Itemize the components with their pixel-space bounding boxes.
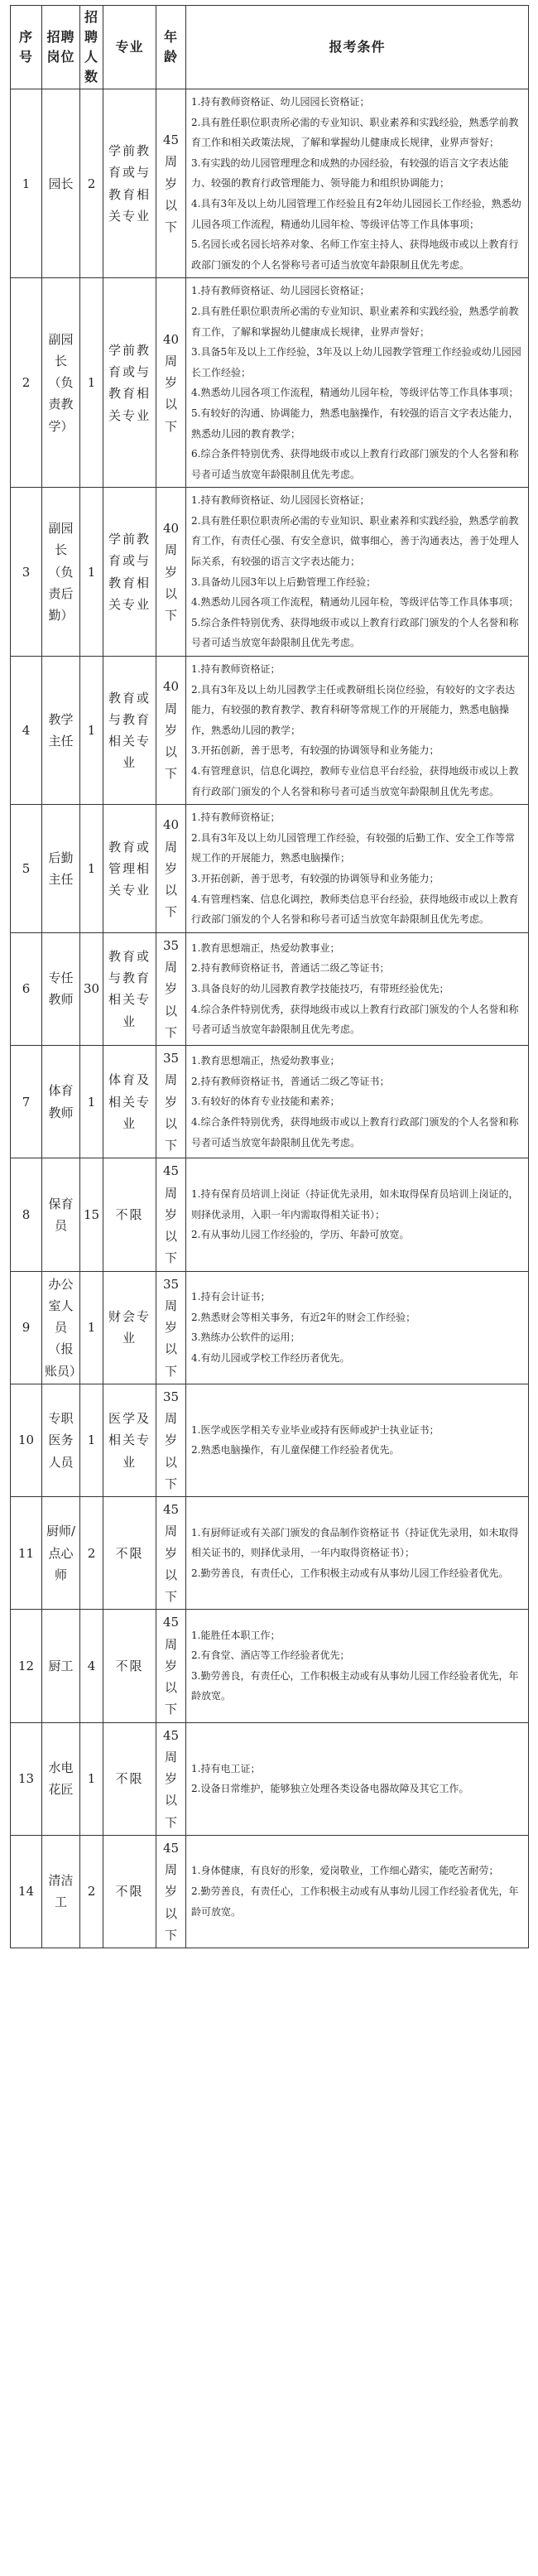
- requirement-line: 1.持有教师资格证、幼儿园园长资格证；: [191, 285, 370, 297]
- requirement-line: 4.熟悉幼儿园各项工作流程，精通幼儿园年检，等级评估等工作具体事项；: [191, 596, 519, 609]
- requirement-line: 4.综合条件特别优秀，获得地级市或以上教育行政部门颁发的个人名誉和称号者可适当放宽年龄限制且优先考虑。: [191, 1003, 519, 1036]
- age-cell: [156, 1158, 186, 1271]
- count-cell: [80, 932, 103, 1045]
- position-cell: [42, 1610, 80, 1722]
- count-cell-text: 2: [87, 176, 96, 191]
- table-row: [11, 1497, 529, 1610]
- row-number: [11, 1384, 42, 1496]
- position-cell: [42, 488, 80, 657]
- position-cell-text: 专任教师: [48, 970, 74, 1008]
- age-cell: [156, 932, 186, 1045]
- requirement-line: 3.勤劳善良，有责任心，工作积极主动或有从事幼儿园工作经验者优先，年龄放宽。: [191, 1669, 519, 1702]
- requirement-line: 1.身体健康，有良好的形象，爱岗敬业，工作细心踏实，能吃苦耐劳；: [191, 1865, 499, 1877]
- count-cell: [80, 1158, 103, 1271]
- header-count: 招聘人数: [80, 6, 103, 89]
- age-cell-text: 45周岁以下: [162, 1163, 180, 1266]
- requirements-cell: [186, 89, 529, 278]
- age-cell: [156, 1384, 186, 1496]
- requirement-line: 2.熟悉财会等相关事务，有近2年的财会工作经验；: [191, 1311, 416, 1323]
- requirement-line: 5.名园长或名园长培养对象、名师工作室主持人、获得地级市或以上教育行政部门颁发的个人名誉称号者可适当放宽年龄限制且优先考虑。: [191, 238, 519, 271]
- requirement-line: 1.持有教师资格证；: [191, 663, 281, 676]
- age-cell-text: 45周岁以下: [162, 132, 180, 235]
- position-cell: [42, 932, 80, 1045]
- position-cell-text: 专职医务人员: [48, 1411, 74, 1470]
- row-number: [11, 1835, 42, 1948]
- row-number: [11, 1271, 42, 1384]
- requirements-cell: [186, 805, 529, 933]
- requirement-line: 2.持有教师资格证书，普通话二级乙等证书；: [191, 962, 390, 975]
- requirement-line: 4.综合条件特别优秀，获得地级市或以上教育行政部门颁发的个人名誉和称号者可适当放宽年龄限制且优先考虑。: [191, 1115, 519, 1148]
- row-number: [11, 89, 42, 278]
- row-number-text: 8: [22, 1206, 31, 1222]
- requirement-line: 1.教育思想端正，热爱幼教事业；: [191, 1055, 340, 1067]
- table-row: [11, 1835, 529, 1948]
- major-cell-text: 医学及相关专业: [108, 1411, 151, 1470]
- major-cell: [103, 1610, 156, 1722]
- major-cell-text: 体育及相关专业: [108, 1072, 151, 1131]
- major-cell: [103, 1835, 156, 1948]
- requirement-line: 1.持有会计证书；: [191, 1290, 271, 1302]
- row-number-text: 2: [22, 375, 31, 391]
- row-number-text: 11: [17, 1545, 35, 1561]
- position-cell: [42, 1271, 83, 1384]
- age-cell-text: 40周岁以下: [162, 521, 180, 624]
- row-number-text: 4: [22, 722, 31, 738]
- row-number: [11, 1046, 42, 1158]
- major-cell: [103, 1046, 156, 1158]
- requirement-line: 3.熟练办公软件的运用；: [191, 1331, 300, 1344]
- count-cell: [80, 278, 103, 488]
- table-row: [11, 1158, 529, 1271]
- requirements-cell: [186, 488, 529, 657]
- row-number-text: 6: [22, 981, 31, 997]
- age-cell-text: 40周岁以下: [162, 331, 180, 434]
- position-cell: [42, 657, 80, 805]
- age-cell-text: 35周岁以下: [162, 1276, 180, 1379]
- row-number-text: 13: [17, 1771, 35, 1786]
- position-cell: [42, 1722, 80, 1835]
- count-cell: [80, 1835, 103, 1948]
- count-cell: [80, 657, 103, 805]
- requirement-line: 1.持有教师资格证、幼儿园园长资格证；: [191, 96, 370, 108]
- count-cell-text: 1: [87, 1320, 96, 1335]
- header-no: 序号: [11, 6, 42, 89]
- age-cell-text: 45周岁以下: [162, 1502, 180, 1604]
- header-position: 招聘岗位: [42, 6, 80, 89]
- age-cell: [156, 1610, 186, 1722]
- row-number: [11, 1497, 42, 1610]
- requirement-line: 2.具有胜任职位职责所必需的专业知识、职业素养和实践经验，熟悉学前教育工作，有责任心强、有安全意识，做事细心，善于沟通表达，善于处理人际关系，有较强的语言文字表达能力；: [191, 514, 520, 568]
- requirements-cell: [186, 1158, 529, 1271]
- count-cell-text: 1: [87, 1432, 96, 1448]
- count-cell: [80, 1046, 103, 1158]
- row-number-text: 14: [17, 1884, 35, 1899]
- requirement-line: 1.持有教师资格证、幼儿园园长资格证；: [191, 494, 370, 507]
- major-cell: [103, 1722, 156, 1835]
- age-cell-text: 45周岁以下: [162, 1615, 180, 1717]
- table-body: [11, 89, 529, 1948]
- requirement-line: 1.教育思想端正，热爱幼教事业；: [191, 941, 340, 954]
- requirement-line: 1.能胜任本职工作；: [191, 1629, 281, 1641]
- position-cell: [42, 89, 80, 278]
- requirement-line: 1.医学或医学相关专业毕业或持有医师或护士执业证书；: [191, 1423, 440, 1436]
- row-number: [11, 932, 42, 1045]
- age-cell: [156, 278, 186, 488]
- requirement-line: 2.具有胜任职位职责所必需的专业知识、职业素养和实践经验，熟悉学前教育工作，了解和掌握幼儿健康成长规律，业界声誉好；: [191, 305, 519, 338]
- position-cell: [42, 1158, 80, 1271]
- table-row: [11, 805, 529, 933]
- requirement-line: 5.综合条件特别优秀、获得地级市或以上教育行政部门颁发的个人名誉和称号者可适当放宽年龄限制且优先考虑。: [191, 616, 519, 649]
- requirement-line: 4.熟悉幼儿园各项工作流程，精通幼儿园年检，等级评估等工作具体事项；: [191, 387, 519, 399]
- count-cell: [80, 805, 103, 933]
- age-cell-text: 35周岁以下: [162, 1051, 180, 1153]
- position-cell-text: 厨师/点心师: [46, 1524, 76, 1582]
- age-cell-text: 45周岁以下: [162, 1727, 180, 1830]
- position-cell-text: 水电花匠: [48, 1760, 74, 1798]
- requirement-line: 2.具有3年及以上幼儿园教学主任或教研组长岗位经验，有较好的文字表达能力，有较强的教育教学、教育科研等常规工作的开展能力，熟悉电脑操作，熟悉幼儿园的教学；: [191, 683, 516, 736]
- row-number: [11, 805, 42, 933]
- requirement-line: 2.设备日常维护，能够独立处理各类设备电器故障及其它工作。: [191, 1783, 469, 1795]
- requirement-line: 2.具有胜任职位职责所必需的专业知识、职业素养和实践经验，熟悉学前教育工作和相关政策法规，了解和掌握幼儿健康成长规律，业界声誉好；: [191, 116, 519, 149]
- requirement-line: 2.具有3年及以上幼儿园管理工作经验，有较强的后勤工作、安全工作等常规工作的开展能力，熟悉电脑操作；: [191, 831, 516, 864]
- count-cell: [80, 1384, 103, 1496]
- table-row: [11, 89, 529, 278]
- count-cell-text: 1: [87, 722, 96, 738]
- position-cell-text: 后勤主任: [48, 850, 74, 887]
- age-cell-text: 45周岁以下: [162, 1840, 180, 1943]
- position-cell-text: 副园长（负责教学）: [48, 331, 74, 434]
- major-cell-text: 教育或与教育相关专业: [108, 948, 151, 1029]
- major-cell: [103, 278, 156, 488]
- count-cell: [80, 1271, 103, 1384]
- requirement-line: 3.有较好的体育专业技能和素养；: [191, 1095, 340, 1108]
- count-cell-text: 2: [87, 1545, 96, 1561]
- requirement-line: 1.持有教师资格证；: [191, 811, 281, 824]
- position-cell: [42, 805, 80, 933]
- header-row: [11, 6, 529, 89]
- row-number: [11, 1158, 42, 1271]
- major-cell: [103, 1158, 156, 1271]
- header-age: 年龄: [156, 6, 186, 89]
- requirement-line: 2.勤劳善良，有责任心，工作积极主动或有从事幼儿园工作经验者优先，年龄可放宽。: [191, 1885, 519, 1918]
- position-cell-text: 园长: [48, 176, 74, 191]
- count-cell-text: 4: [87, 1658, 96, 1673]
- row-number-text: 12: [17, 1658, 35, 1673]
- row-number: [11, 278, 42, 488]
- header-requirements: 报考条件: [186, 6, 529, 89]
- requirements-cell: [186, 1610, 529, 1722]
- row-number-text: 10: [17, 1432, 35, 1448]
- count-cell: [80, 1722, 103, 1835]
- age-cell: [156, 1722, 186, 1835]
- position-cell: [42, 278, 80, 488]
- count-cell: [80, 488, 103, 657]
- count-cell: [80, 89, 103, 278]
- requirement-line: 2.熟悉电脑操作，有儿童保健工作经验者优先。: [191, 1444, 400, 1457]
- major-cell-text: 学前教育或与教育相关专业: [108, 143, 151, 224]
- row-number: [11, 488, 42, 657]
- age-cell-text: 35周岁以下: [162, 937, 180, 1040]
- requirement-line: 3.具备5年及以上工作经验，3年及以上幼儿园教学管理工作经验或幼儿园园长工作经验；: [191, 346, 521, 378]
- requirements-cell: [186, 278, 529, 488]
- age-cell: [156, 1271, 186, 1384]
- requirements-cell: [186, 1046, 529, 1158]
- age-cell: [156, 89, 186, 278]
- position-cell-text: 清洁工: [48, 1873, 74, 1910]
- row-number: [11, 1610, 42, 1722]
- count-cell-text: 1: [87, 860, 96, 876]
- requirement-line: 3.具备良好的幼儿园教育教学技能技巧，有带班经验优先；: [191, 983, 449, 995]
- age-cell-text: 40周岁以下: [162, 817, 180, 920]
- table-row: [11, 1722, 529, 1835]
- requirement-line: 1.持有电工证；: [191, 1762, 261, 1774]
- requirements-cell: [186, 1384, 529, 1496]
- table-row: [11, 1610, 529, 1722]
- requirement-line: 3.具备幼儿园3年以上后勤管理工作经验；: [191, 575, 377, 588]
- age-cell: [156, 488, 186, 657]
- major-cell-text: 学前教育或与教育相关专业: [108, 342, 151, 423]
- age-cell: [156, 1497, 186, 1610]
- age-cell: [156, 1835, 186, 1948]
- major-cell-text: 财会专业: [108, 1308, 151, 1346]
- position-cell-text: 办公室人员（报账员）: [45, 1276, 83, 1379]
- requirement-line: 4.有管理意识，信息化调控，教师专业信息平台经验，获得地级市或以上教育行政部门颁发的个人名誉和称号者可适当放宽年龄限制且优先考虑。: [191, 765, 519, 797]
- requirement-line: 3.有实践的幼儿园管理理念和成熟的办园经验，有较强的语言文字表达能力、较强的教育行政管理能力、领导能力和组织协调能力；: [191, 156, 509, 190]
- count-cell-text: 1: [87, 564, 96, 580]
- table-row: [11, 1046, 529, 1158]
- major-cell-text: 不限: [115, 1206, 144, 1222]
- major-cell: [103, 1497, 156, 1610]
- major-cell-text: 学前教育或与教育相关专业: [108, 532, 151, 612]
- major-cell: [103, 1384, 156, 1496]
- position-cell-text: 副园长（负责后勤）: [48, 521, 74, 624]
- count-cell: [80, 1610, 103, 1722]
- requirements-cell: [186, 1722, 529, 1835]
- requirement-line: 1.有厨师证或有关部门颁发的食品制作资格证书（持证优先录用，如未取得相关证书的，则择优录用，一年内取得资格证书）；: [191, 1526, 519, 1559]
- position-cell: [42, 1046, 80, 1158]
- row-number-text: 5: [22, 860, 31, 876]
- count-cell-text: 30: [83, 981, 100, 997]
- row-number-text: 3: [22, 564, 31, 580]
- count-cell-text: 15: [83, 1206, 100, 1222]
- count-cell-text: 1: [87, 1094, 96, 1110]
- table-row: [11, 932, 529, 1045]
- count-cell-text: 1: [87, 375, 96, 391]
- requirement-line: 6.综合条件特别优秀、获得地级市或以上教育行政部门颁发的个人名誉和称号者可适当放宽年龄限制且优先考虑。: [191, 448, 519, 480]
- requirement-line: 2.有食堂、酒店等工作经验者优先；: [191, 1649, 350, 1662]
- row-number-text: 1: [22, 176, 31, 191]
- requirements-cell: [186, 657, 529, 805]
- recruitment-table: [10, 5, 529, 1948]
- age-cell: [156, 657, 186, 805]
- major-cell: [103, 805, 156, 933]
- requirements-cell: [186, 932, 529, 1045]
- requirement-line: 1.持有保育员培训上岗证（持证优先录用，如未取得保育员培训上岗证的，则择优录用，入职一年内需取得相关证书）；: [191, 1187, 519, 1221]
- position-cell-text: 保育员: [48, 1196, 74, 1233]
- requirement-line: 2.持有教师资格证书，普通话二级乙等证书；: [191, 1075, 390, 1087]
- table-row: [11, 1271, 529, 1384]
- major-cell: [103, 657, 156, 805]
- position-cell: [42, 1384, 80, 1496]
- count-cell: [80, 1497, 103, 1610]
- row-number: [11, 1722, 42, 1835]
- major-cell-text: 不限: [115, 1545, 144, 1561]
- major-cell: [103, 488, 156, 657]
- major-cell-text: 不限: [115, 1771, 144, 1786]
- age-cell-text: 35周岁以下: [162, 1389, 180, 1491]
- position-cell-text: 教学主任: [48, 711, 74, 749]
- major-cell: [103, 932, 156, 1045]
- position-cell: [42, 1835, 80, 1948]
- requirement-line: 5.有较好的沟通、协调能力，熟悉电脑操作，有较强的语言文字表达能力，熟悉幼儿园的教育教学；: [191, 407, 519, 440]
- requirement-line: 2.勤劳善良，有责任心，工作积极主动或有从事幼儿园工作经验者优先。: [191, 1567, 509, 1579]
- row-number: [11, 657, 42, 805]
- requirement-line: 2.有从事幼儿园工作经验的，学历、年龄可放宽。: [191, 1229, 410, 1241]
- requirement-line: 4.有幼儿园或学校工作经历者优先。: [191, 1351, 350, 1364]
- requirement-line: 4.有管理档案、信息化调控，教师类信息平台经验，获得地级市或以上教育行政部门颁发的个人名誉和称号者可适当放宽年龄限制且优先考虑。: [191, 893, 519, 926]
- row-number-text: 9: [22, 1320, 31, 1335]
- requirement-line: 4.具有3年及以上幼儿园管理工作经验且有2年幼儿园园长工作经验，熟悉幼儿园各项工作流程，精通幼儿园年检、等级评估等工作具体事项；: [191, 197, 521, 230]
- header-major: 专业: [103, 6, 156, 89]
- major-cell-text: 教育或与教育相关专业: [108, 690, 151, 771]
- count-cell-text: 1: [87, 1771, 96, 1786]
- row-number-text: 7: [22, 1094, 31, 1110]
- age-cell-text: 40周岁以下: [162, 679, 180, 782]
- table-row: [11, 657, 529, 805]
- requirement-line: 3.开拓创新，善于思考，有较强的协调领导和业务能力；: [191, 744, 440, 757]
- major-cell-text: 不限: [115, 1884, 144, 1899]
- requirements-cell: [186, 1271, 529, 1384]
- position-cell-text: 体育教师: [48, 1083, 74, 1120]
- major-cell-text: 不限: [115, 1658, 144, 1673]
- table-row: [11, 488, 529, 657]
- age-cell: [156, 1046, 186, 1158]
- major-cell: [103, 1271, 156, 1384]
- count-cell-text: 2: [87, 1884, 96, 1899]
- requirements-cell: [186, 1835, 529, 1948]
- major-cell-text: 教育或管理相关专业: [108, 839, 151, 898]
- requirements-cell: [186, 1497, 529, 1610]
- requirement-line: 3.开拓创新，善于思考，有较强的协调领导和业务能力；: [191, 872, 440, 884]
- table-row: [11, 1384, 529, 1496]
- position-cell-text: 厨工: [48, 1658, 74, 1673]
- table-row: [11, 278, 529, 488]
- age-cell: [156, 805, 186, 933]
- major-cell: [103, 89, 156, 278]
- position-cell: [42, 1497, 80, 1610]
